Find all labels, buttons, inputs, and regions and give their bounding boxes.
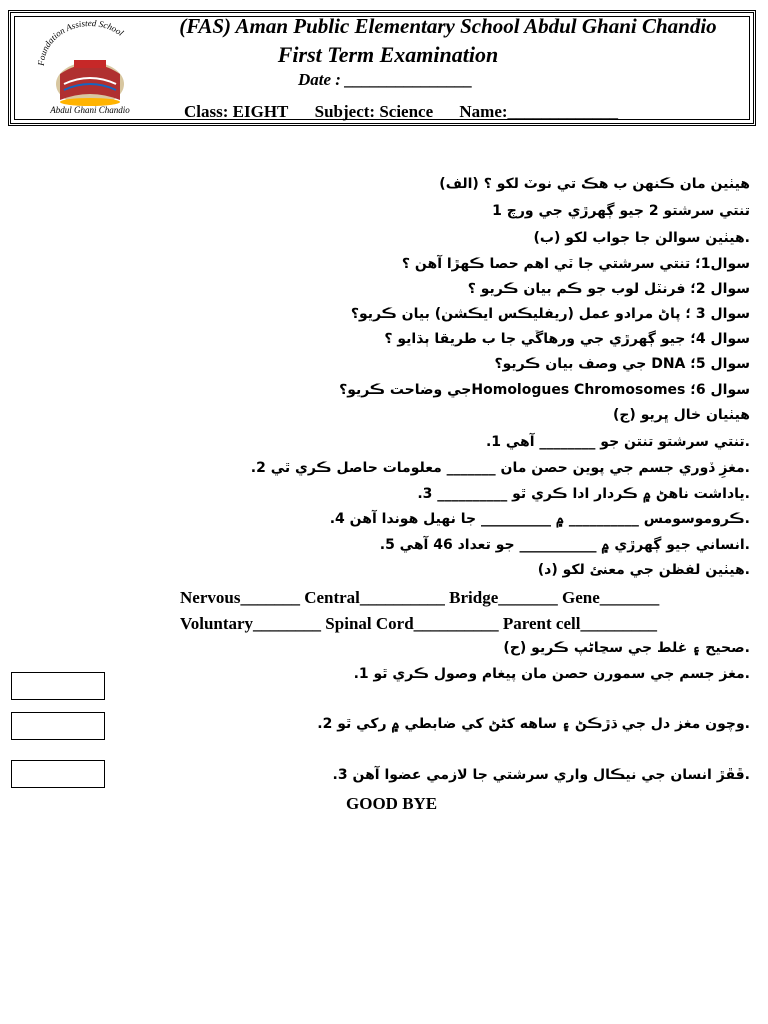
fill-blank-4: .ڪروموسومس __________ ۾ __________ جا نهيل هوندا آهن 4. <box>329 511 750 527</box>
name-field: Name:_____________ <box>459 102 619 121</box>
section-c-heading: هيٺيان خال ڀريو (ج) <box>612 407 750 423</box>
class-subject-name-line <box>184 102 640 122</box>
question-5: سوال 5؛ DNA جي وصف بيان ڪريو؟ <box>494 356 750 372</box>
question-3: سوال 3 ؛ پاڻ مرادو عمل (ريفليڪس ايڪشن) بيان ڪريو؟ <box>350 306 750 322</box>
logo-arc-text: Foundation Assisted School <box>35 18 126 67</box>
subject-label: Subject: Science <box>314 102 434 121</box>
section-d-heading: .هيٺين لفظن جي معنئ لکو (د) <box>537 562 750 578</box>
true-false-item-3: .ڦڦڙ انسان جي نيڪال واري سرشتي جا لازمي عضوا آهن 3. <box>332 767 750 783</box>
answer-box-3[interactable] <box>11 760 105 788</box>
answer-box-1[interactable] <box>11 672 105 700</box>
question-2: سوال 2؛ فرنٽل لوب جو ڪم بيان ڪريو ؟ <box>467 281 750 297</box>
goodbye-text: GOOD BYE <box>346 794 438 813</box>
fill-blank-1: .تنتي سرشتو تنتن جو ________ آهي 1. <box>485 434 750 450</box>
school-name: (FAS) Aman Public Elementary School Abdul Ghani Chandio <box>179 14 717 38</box>
fill-blank-3: .ياداشت ناهڻ ۾ ڪردار ادا ڪري ٿو __________ 3. <box>417 486 750 502</box>
true-false-item-1: .مغز جسم جي سمورن حصن مان پيغام وصول ڪري ٿو 1. <box>353 666 750 682</box>
section-e-heading: .صحيح ۽ غلط جي سڃاڻپ ڪريو (ح) <box>503 640 750 656</box>
class-label: Class: EIGHT <box>184 102 289 121</box>
logo-bottom-text: Abdul Ghani Chandio <box>50 105 130 114</box>
section-a-options: تنتي سرشتو 2 جيو ڳهرڙي جي ورچ 1 <box>492 203 750 219</box>
question-1: سوال1؛ تنتي سرشتي جا ٽي اهم حصا ڪهڙا آهن ؟ <box>401 256 750 272</box>
answer-box-2[interactable] <box>11 712 105 740</box>
svg-text:Foundation Assisted School <box>36 18 126 67</box>
question-4: سوال 4؛ جيو ڳهرڙي جي ورهاڱي جا ب طريقا ٻڌايو ؟ <box>384 331 750 347</box>
section-b-heading: .هيٺين سوالن جا جواب لکو (ب) <box>533 230 750 246</box>
exam-title: First Term Examination <box>277 42 499 67</box>
word-meaning-row-2: Voluntary________ Spinal Cord__________ Parent cell_________ <box>180 614 657 633</box>
school-logo <box>30 14 150 114</box>
date-field: Date : _______________ <box>298 70 473 89</box>
section-a-heading: هيٺين مان ڪنهن ب هڪ تي نوٽ لکو ؟ (الف) <box>439 176 750 192</box>
fill-blank-5: .انساني جيو ڳهرڙي ۾ ___________ جو تعداد 46 آهي 5. <box>379 537 750 553</box>
question-6: سوال 6؛ Homologues Chromosomesجي وضاحت ڪريو؟ <box>339 382 750 398</box>
true-false-item-2: .وچون مغز دل جي ڌڙڪڻ ۽ ساهه کڻڻ کي ضابطي ۾ رکي ٿو 2. <box>317 716 750 732</box>
word-meaning-row-1: Nervous_______ Central__________ Bridge_______ Gene_______ <box>180 588 660 607</box>
fill-blank-2: .مغزِ ڏوري جسم جي پوين حصن مان _______ معلومات حاصل ڪري ٿي 2. <box>250 460 750 476</box>
